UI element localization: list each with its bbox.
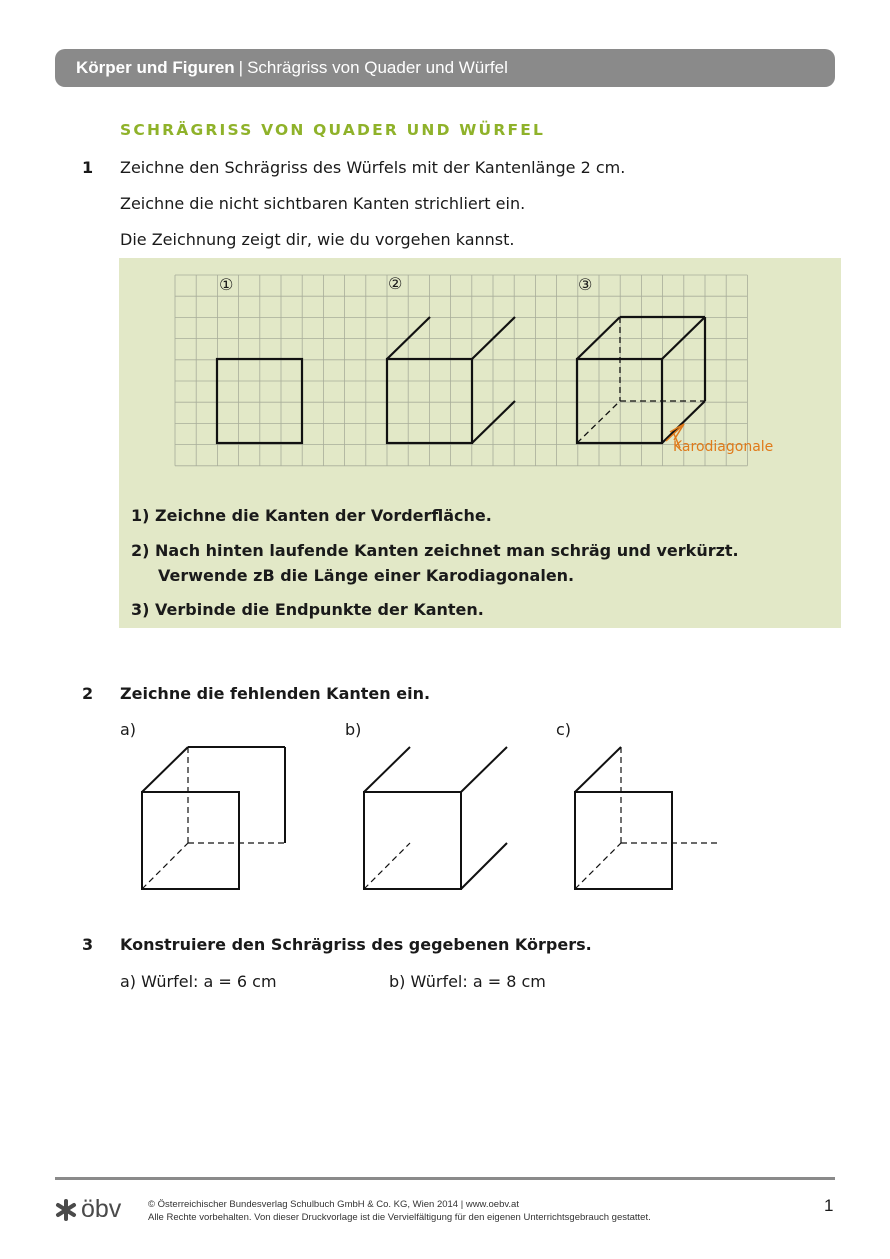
page-number: 1 xyxy=(824,1196,834,1215)
section-title: SCHRÄGRISS VON QUADER UND WÜRFEL xyxy=(120,121,546,139)
step-1: 1) Zeichne die Kanten der Vorderfläche. xyxy=(131,506,492,525)
task2-figure-a-hidden xyxy=(142,747,285,889)
task2-number: 2 xyxy=(82,684,94,703)
task2-label-b: b) xyxy=(345,720,362,739)
header-subtopic: Schrägriss von Quader und Würfel xyxy=(247,58,508,77)
task1-line-3: Die Zeichnung zeigt dir, wie du vorgehen kannst. xyxy=(120,230,515,249)
asterisk-logo-icon xyxy=(55,1199,77,1221)
header-separator: | xyxy=(238,58,244,77)
task2-label-a: a) xyxy=(120,720,137,739)
step-2-continuation: Verwende zB die Länge einer Karodiagonalen. xyxy=(158,566,575,585)
task3-a: a) Würfel: a = 6 cm xyxy=(120,972,277,991)
task2-figure-c xyxy=(575,747,672,889)
step-3: 3) Verbinde die Endpunkte der Kanten. xyxy=(131,600,484,619)
copyright-text xyxy=(148,1198,651,1224)
task3-b: b) Würfel: a = 8 cm xyxy=(389,972,546,991)
task1-number: 1 xyxy=(82,158,94,177)
task2-text: Zeichne die fehlenden Kanten ein. xyxy=(120,684,431,703)
task2-figure-c-hidden xyxy=(575,747,718,889)
header-topic: Körper und Figuren xyxy=(76,58,235,77)
figure-marker-3: ③ xyxy=(578,275,593,294)
task2-label-c: c) xyxy=(556,720,572,739)
task1-line-2: Zeichne die nicht sichtbaren Kanten strichliert ein. xyxy=(120,194,526,213)
task1-line-1: Zeichne den Schrägriss des Würfels mit der Kantenlänge 2 cm. xyxy=(120,158,626,177)
figure-marker-1: ① xyxy=(219,275,234,294)
step-2: 2) Nach hinten laufende Kanten zeichnet man schräg und verkürzt. xyxy=(131,541,739,560)
footer-divider xyxy=(55,1177,835,1180)
copyright-line-1: © Österreichischer Bundesverlag Schulbuch GmbH & Co. KG, Wien 2014 | www.oebv.at xyxy=(148,1199,519,1210)
logo-text: öbv xyxy=(81,1195,122,1223)
task3-number: 3 xyxy=(82,935,94,954)
publisher-logo xyxy=(55,1195,121,1224)
task3-text: Konstruiere den Schrägriss des gegebenen Körpers. xyxy=(120,935,592,954)
karodiagonale-label: Karodiagonale xyxy=(673,439,774,455)
task2-figure-b-hidden xyxy=(364,843,410,889)
copyright-line-2: Alle Rechte vorbehalten. Von dieser Druckvorlage ist die Vervielfältigung für den eigenen Unterrichtsgebrauch gestattet. xyxy=(148,1212,651,1223)
figure-marker-2: ② xyxy=(388,274,403,293)
